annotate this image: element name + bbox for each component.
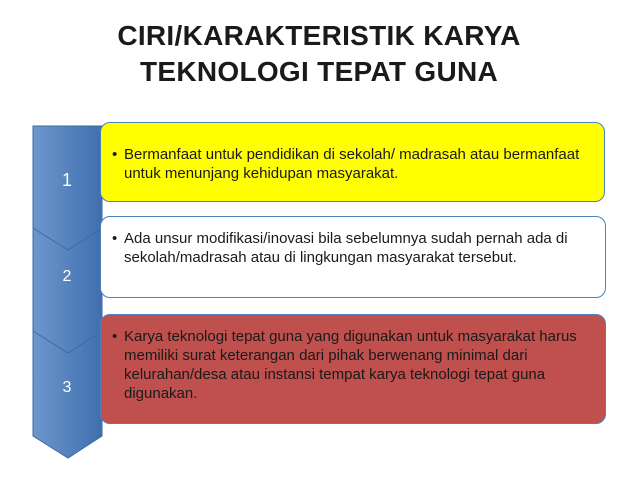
step-number-3: 3 [62,379,72,396]
step-number-1: 1 [61,170,72,190]
step-number-2: 2 [62,268,72,285]
title-line-2: TEKNOLOGI TEPAT GUNA [139,56,499,87]
step-text-1: • Bermanfaat untuk pendidikan di sekolah/ madrasah atau bermanfaat untuk menunjang kehidupan masyarakat. [124,145,594,183]
step-text-3: • Karya teknologi tepat guna yang digunakan untuk masyarakat harus memiliki surat keterangan dari pihak berwenang minimal dari kelurahan/desa atau instansi tempat karya teknologi tepat guna digunakan. [124,327,595,403]
step-box-2 [100,216,606,298]
step-text-2: • Ada unsur modifikasi/inovasi bila sebelumnya sudah pernah ada di sekolah/madrasah atau di lingkungan masyarakat tersebut. [124,229,595,267]
step-box-1 [100,122,605,202]
title-line-1: CIRI/KARAKTERISTIK KARYA [117,20,521,51]
step-box-3 [100,314,606,424]
